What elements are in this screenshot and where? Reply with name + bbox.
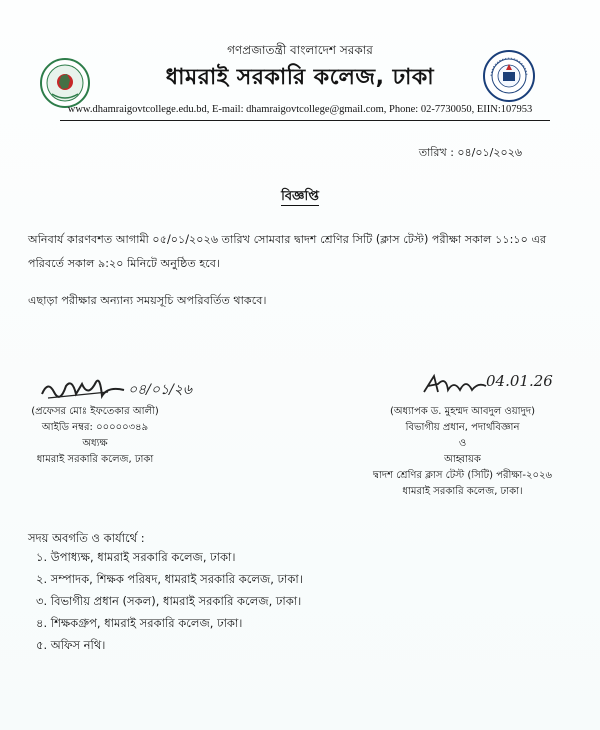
list-item: ১. উপাধ্যক্ষ, ধামরাই সরকারি কলেজ, ঢাকা। xyxy=(36,550,236,564)
convener-and: ও xyxy=(458,438,467,449)
list-item: ৫. অফিস নথি। xyxy=(36,638,106,652)
convener-title: আহ্বায়ক xyxy=(444,454,481,465)
convener-name: (অধ্যাপক ড. মুহম্মদ আবদুল ওয়াদুদ) xyxy=(390,406,535,417)
notice-paragraph-1: অনিবার্য কারণবশত আগামী ০৫/০১/২০২৬ তারিখ সোমবার দ্বাদশ শ্রেণির সিটি (ক্লাস টেস্ট) পরীক্ষা সকাল ১১:১০ এর পরিবর্তে সকাল ৯:২০ মিনিটে অনুষ্ঠিত হবে। xyxy=(28,233,547,270)
signature-block-principal xyxy=(10,404,180,468)
convener-institution: ধামরাই সরকারি কলেজ, ঢাকা। xyxy=(402,486,523,497)
principal-signature xyxy=(38,374,128,404)
convener-signature-date: 04.01.26 xyxy=(486,372,553,390)
convener-signature xyxy=(420,372,490,398)
notice-heading xyxy=(0,187,600,208)
convener-committee: দ্বাদশ শ্রেণির ক্লাস টেস্ট (সিটি) পরীক্ষা-২০২৬ xyxy=(373,470,552,481)
copies-title: সদয় অবগতি ও কার্যার্থে : xyxy=(28,531,145,545)
principal-designation: অধ্যক্ষ xyxy=(82,438,108,449)
copies-list xyxy=(36,546,303,656)
list-item: ৩. বিভাগীয় প্রধান (সকল), ধামরাই সরকারি কলেজ, ঢাকা। xyxy=(36,594,302,608)
signature-block-convener xyxy=(330,404,595,500)
list-item: ৪. শিক্ষকগ্রুপ, ধামরাই সরকারি কলেজ, ঢাকা। xyxy=(36,616,243,630)
header-divider xyxy=(60,120,550,121)
college-name: ধামরাই সরকারি কলেজ, ঢাকা xyxy=(165,65,435,90)
notice-heading-text: বিজ্ঞপ্তি xyxy=(281,189,319,204)
principal-id: আইডি নম্বর: ০০০০০৩৪৯ xyxy=(41,422,149,433)
principal-signature-date: ০৪/০১/২৬ xyxy=(128,382,193,398)
list-item: ২. সম্পাদক, শিক্ষক পরিষদ, ধামরাই সরকারি কলেজ, ঢাকা। xyxy=(36,572,303,586)
contact-line: www.dhamraigovtcollege.edu.bd, E-mail: dhamraigovtcollege@gmail.com, Phone: 02-7730050, EIIN:107953 xyxy=(67,104,533,115)
notice-paragraph-2: এছাড়া পরীক্ষার অন্যান্য সময়সূচি অপরিবর্তিত থাকবে। xyxy=(28,294,267,307)
convener-role: বিভাগীয় প্রধান, পদার্থবিজ্ঞান xyxy=(405,422,520,433)
government-title: গণপ্রজাতন্ত্রী বাংলাদেশ সরকার xyxy=(227,43,373,57)
principal-institution: ধামরাই সরকারি কলেজ, ঢাকা xyxy=(36,454,154,465)
notice-date: তারিখ : ০৪/০১/২০২৬ xyxy=(418,146,522,159)
principal-name: (প্রফেসর মোঃ ইফতেকার আলী) xyxy=(31,406,159,417)
